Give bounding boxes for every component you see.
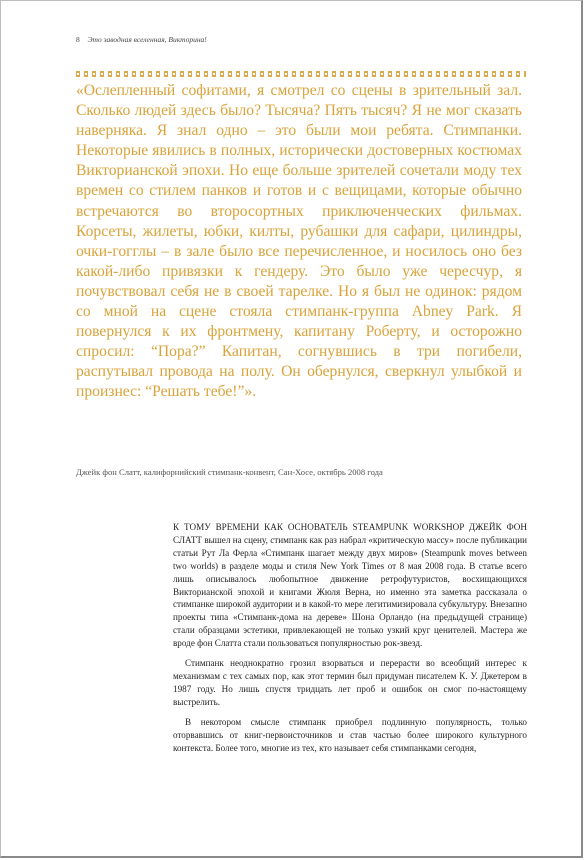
body-text: [173, 521, 527, 754]
page-number: 8: [76, 35, 80, 44]
decorative-ornament-border: [76, 71, 526, 77]
running-head-title: Это заводная вселенная, Викторина!: [87, 35, 207, 44]
body-paragraph-2: Стимпанк неоднократно грозил взорваться и перерасти во всеобщий интерес к механизмам с тех самых пор, как этот термин был придуман писателем К. У. Джетером в 1987 году. Но лишь спустя тридцать лет проб и ошибок он смог по-настоящему выстрелить.: [173, 658, 527, 707]
epigraph-quote: «Ослепленный софитами, я смотрел со сцены в зрительный зал. Сколько людей здесь было? Тысяча? Пять тысяч? Я не мог сказать наверняка. Я знал одно – это были мои ребята. Стимпанки. Некоторые явились в полных, исторически достоверных костюмах Викторианской эпохи. Но еще больше зрителей сочетали моду тех времен со стилем панков и готов и с вещицами, которые обычно встречаются во второсортных приключенческих фильмах. Корсеты, жилеты, юбки, килты, рубашки для сафари, цилиндры, очки-гогглы – в зале было все перечисленное, и носилось оно без какой-либо привязки к гендеру. Это было уже чересчур, я почувствовал себя не в своей тарелке. Но я был не одинок: рядом со мной на сцене стояла стимпанк-группа Abney Park. Я повернулся к их фронтмену, капитану Роберту, и осторожно спросил: “Пора?” Капитан, согнувшись в три погибели, распутывал провода на полу. Он обернулся, сверкнул улыбкой и произнес: “Решать тебе!”».: [76, 82, 522, 401]
body-paragraph-1: К ТОМУ ВРЕМЕНИ КАК ОСНОВАТЕЛЬ STEAMPUNK WORKSHOP ДЖЕЙК ФОН СЛАТТ вышел на сцену, стимпанк как раз набрал «критическую массу» после публикации статьи Рут Ла Ферла «Стимпанк шагает между двух миров» (Steampunk moves between two worlds) в разделе моды и стиля New York Times от 8 мая 2008 года. В статье всего лишь описывалось любопытное движение ретрофутуристов, восхищающихся Викторианской эпохой и книгами Жюля Верна, но именно эта заметка рассказала о стимпанке широкой аудитории и в какой-то мере легитимизировала субкультуру. Внезапно проекты типа «Стимпанк-дома на дереве» Шона Орландо (на предыдущей странице) стали образцами эстетики, привлекающей не только узкий круг ценителей. Мастера же вроде фон Слатта стали пользоваться популярностью рок-звезд.: [173, 522, 527, 649]
running-head: [76, 35, 207, 44]
body-paragraph-3: В некотором смысле стимпанк приобрел подлинную популярность, только оторвавшись от книг-первоисточников и став частью более широкого культурного контекста. Более того, многие из тех, кто называет себя стимпанками сегодня,: [173, 716, 527, 753]
quote-attribution: Джейк фон Слатт, калифорнийский стимпанк-конвент, Сан-Хосе, октябрь 2008 года: [76, 467, 383, 477]
